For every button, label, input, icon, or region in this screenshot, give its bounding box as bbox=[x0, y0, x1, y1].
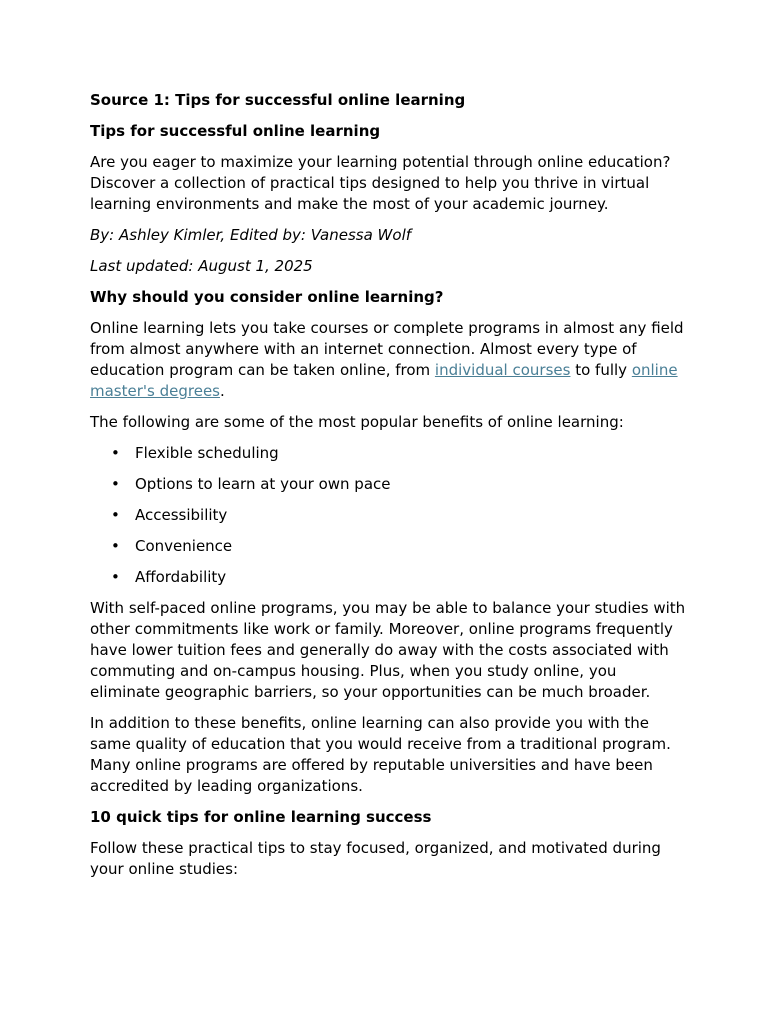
why-paragraph-text-1: Online learning lets you take courses or complete programs in almost any field from almost anywhere with an internet connection. Almost every type of education program can be taken online, from bbox=[90, 319, 684, 379]
article-intro: Are you eager to maximize your learning potential through online education? Discover a collection of practical tips designed to help you thrive in virtual learning environments and make the most of your academic journey. bbox=[90, 153, 671, 213]
source-title: Source 1: Tips for successful online learning bbox=[90, 91, 466, 109]
list-item: • Affordability bbox=[90, 567, 688, 588]
last-updated: Last updated: August 1, 2025 bbox=[90, 257, 313, 275]
self-paced-paragraph: With self-paced online programs, you may be able to balance your studies with other commitments like work or family. Moreover, online programs frequently have lower tuition fees and generally do away with the costs associated with commuting and on-campus housing. Plus, when you study online, you eliminate geographic barriers, so your opportunities can be much broader. bbox=[90, 599, 686, 701]
benefits-intro: The following are some of the most popular benefits of online learning: bbox=[90, 413, 624, 431]
article-title: Tips for successful online learning bbox=[90, 122, 381, 140]
benefits-list bbox=[90, 443, 688, 588]
why-paragraph bbox=[90, 318, 688, 402]
online-masters-degrees-link[interactable]: online master's degrees bbox=[90, 361, 678, 400]
tips-intro: Follow these practical tips to stay focused, organized, and motivated during your online studies: bbox=[90, 839, 661, 878]
why-paragraph-text-3: . bbox=[219, 382, 225, 400]
why-heading: Why should you consider online learning? bbox=[90, 288, 444, 306]
list-item: • Flexible scheduling bbox=[90, 443, 688, 464]
individual-courses-link[interactable]: individual courses bbox=[434, 361, 571, 379]
list-item: • Convenience bbox=[90, 536, 688, 557]
tips-heading: 10 quick tips for online learning success bbox=[90, 808, 432, 826]
list-item: • Options to learn at your own pace bbox=[90, 474, 688, 495]
why-paragraph-text-2: to fully bbox=[570, 361, 632, 379]
byline: By: Ashley Kimler, Edited by: Vanessa Wolf bbox=[90, 226, 412, 244]
quality-paragraph: In addition to these benefits, online learning can also provide you with the same quality of education that you would receive from a traditional program. Many online programs are offered by reputable universities and have been accredited by leading organizations. bbox=[90, 714, 671, 795]
document-page bbox=[90, 90, 688, 890]
list-item: • Accessibility bbox=[90, 505, 688, 526]
